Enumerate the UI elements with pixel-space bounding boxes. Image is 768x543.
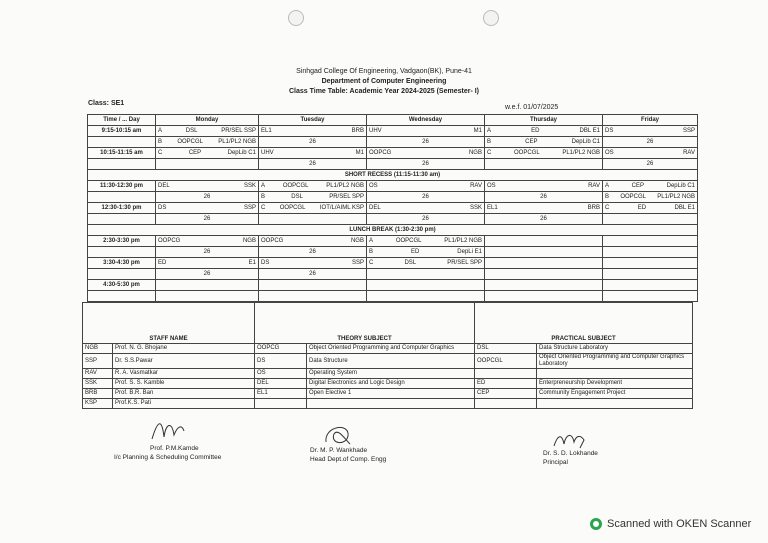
timetable-row <box>88 181 698 192</box>
practical-code: CEP <box>475 389 537 399</box>
subject-label: 26 <box>309 270 316 277</box>
practical-code: ED <box>475 379 537 389</box>
room-staff-label: E1 <box>248 259 256 266</box>
scanner-logo-icon <box>590 518 602 530</box>
room-staff-label: PL1/PL2 NGB <box>326 182 364 189</box>
signatory-left-role: I/c Planning & Scheduling Committee <box>114 454 222 461</box>
timetable-row <box>88 159 698 170</box>
class-label: Class: SE1 <box>88 100 125 107</box>
timetable-cell <box>259 258 367 269</box>
timetable-cell <box>367 214 485 225</box>
timetable-column-header: Time / ... Day <box>88 115 156 126</box>
staff-code: SSP <box>83 354 113 369</box>
practical-subject-header: PRACTICAL SUBJECT <box>475 303 693 344</box>
batch-label: C <box>605 204 610 211</box>
timetable-cell <box>603 214 698 225</box>
signatory-mid-name: Dr. M. P. Wankhade <box>310 447 368 454</box>
subject-label: CEP <box>525 138 538 145</box>
timetable-row <box>88 269 698 280</box>
timetable-cell <box>485 137 603 148</box>
time-slot <box>88 137 156 148</box>
theory-name: Open Elective 1 <box>307 389 475 399</box>
timetable-row <box>88 126 698 137</box>
batch-label: B <box>369 248 374 255</box>
timetable-cell <box>156 192 259 203</box>
staff-name: Prof. S. S. Kamble <box>113 379 255 389</box>
timetable-cell <box>485 181 603 192</box>
subject-label: DSL <box>404 259 417 266</box>
timetable-cell <box>156 258 259 269</box>
timetable-cell <box>485 126 603 137</box>
time-slot: 3:30-4:30 pm <box>88 258 156 269</box>
subject-label: OOPCGL <box>279 204 306 211</box>
subject-label: 26 <box>203 270 211 277</box>
theory-name <box>307 399 475 409</box>
practical-code <box>475 369 537 379</box>
theory-code: EL1 <box>255 389 307 399</box>
room-staff-label: SSK <box>469 204 482 211</box>
room-staff-label: M1 <box>473 127 482 134</box>
room-staff-label: PL1/PL2 NGB <box>562 149 600 156</box>
staff-row <box>83 389 693 399</box>
batch-label: OS <box>605 149 614 156</box>
time-slot <box>88 269 156 280</box>
timetable-cell <box>156 159 259 170</box>
room-staff-label: DepLib C1 <box>571 138 600 145</box>
timetable-cell <box>485 203 603 214</box>
timetable-header-row <box>88 115 698 126</box>
timetable-cell <box>603 269 698 280</box>
subject-label: OOPCGL <box>177 138 203 145</box>
timetable-cell <box>485 258 603 269</box>
staff-row <box>83 344 693 354</box>
timetable-column-header: Thursday <box>485 115 603 126</box>
batch-label: UHV <box>369 127 382 134</box>
timetable-cell <box>603 181 698 192</box>
staff-name: Dr. S.S.Pawar <box>113 354 255 369</box>
timetable-cell <box>259 192 367 203</box>
timetable-cell <box>259 137 367 148</box>
timetable-cell <box>603 291 698 302</box>
subject-label: ED <box>410 248 420 255</box>
staff-row <box>83 354 693 369</box>
room-staff-label: IOT/L/AIML KSP <box>319 204 364 211</box>
timetable-cell <box>259 214 367 225</box>
subject-label: 26 <box>540 193 547 200</box>
staff-code: RAV <box>83 369 113 379</box>
time-slot <box>88 247 156 258</box>
batch-label: A <box>261 182 266 189</box>
timetable-cell <box>259 126 367 137</box>
room-staff-label: BRB <box>351 127 364 134</box>
batch-label: DEL <box>369 204 381 211</box>
timetable-column-header: Wednesday <box>367 115 485 126</box>
batch-label: C <box>158 149 163 156</box>
timetable-cell <box>156 148 259 159</box>
break-row <box>88 225 698 236</box>
subject-label: OOPCGL <box>395 237 422 244</box>
timetable-cell <box>603 159 698 170</box>
room-staff-label: NGB <box>468 149 482 156</box>
room-staff-label: BRB <box>587 204 600 211</box>
batch-label: UHV <box>261 149 274 156</box>
timetable-cell <box>156 236 259 247</box>
batch-label: OOPCG <box>369 149 392 156</box>
practical-code: DSL <box>475 344 537 354</box>
timetable-cell <box>485 291 603 302</box>
subject-label: CEP <box>188 149 202 156</box>
timetable-row <box>88 148 698 159</box>
batch-label: B <box>605 193 610 200</box>
staff-code: KSP <box>83 399 113 409</box>
batch-label: OS <box>369 182 378 189</box>
timetable-cell <box>367 126 485 137</box>
timetable-cell <box>367 148 485 159</box>
timetable-cell <box>156 126 259 137</box>
timetable-cell <box>367 280 485 291</box>
timetable-row <box>88 203 698 214</box>
subject-label: ED <box>637 204 647 211</box>
timetable-row <box>88 280 698 291</box>
subject-label: 26 <box>203 215 211 222</box>
subject-label: 26 <box>203 248 211 255</box>
practical-name: Object Oriented Programming and Computer Graphics Laboratory <box>537 354 693 369</box>
timetable-cell <box>485 247 603 258</box>
subject-label: 26 <box>422 193 429 200</box>
timetable-cell <box>259 236 367 247</box>
practical-code <box>475 399 537 409</box>
theory-name: Data Structure <box>307 354 475 369</box>
timetable-cell <box>603 280 698 291</box>
room-staff-label: SSP <box>682 127 695 134</box>
practical-code: OOPCGL <box>475 354 537 369</box>
time-slot <box>88 214 156 225</box>
staff-row <box>83 399 693 409</box>
timetable-cell <box>603 137 698 148</box>
timetable-cell <box>156 214 259 225</box>
batch-label: C <box>369 259 374 266</box>
timetable <box>87 114 698 302</box>
timetable-cell <box>259 159 367 170</box>
timetable-row <box>88 192 698 203</box>
subject-label: 26 <box>646 138 654 145</box>
timetable-cell <box>603 258 698 269</box>
time-slot <box>88 291 156 302</box>
staff-name-header: STAFF NAME <box>83 303 255 344</box>
theory-code: DS <box>255 354 307 369</box>
timetable-cell <box>485 236 603 247</box>
theory-code: OS <box>255 369 307 379</box>
time-slot: 2:30-3:30 pm <box>88 236 156 247</box>
subject-label: 26 <box>422 138 429 145</box>
break-row <box>88 170 698 181</box>
subject-label: ED <box>531 127 540 134</box>
practical-name: Enterpreneurship Development <box>537 379 693 389</box>
timetable-cell <box>259 291 367 302</box>
timetable-row <box>88 214 698 225</box>
batch-label: A <box>487 127 492 134</box>
batch-label: A <box>158 127 163 134</box>
timetable-column-header: Monday <box>156 115 259 126</box>
room-staff-label: NGB <box>350 237 364 244</box>
staff-code: BRB <box>83 389 113 399</box>
room-staff-label: NGB <box>242 237 256 244</box>
practical-name <box>537 399 693 409</box>
timetable-cell <box>156 269 259 280</box>
timetable-cell <box>156 291 259 302</box>
room-staff-label: RAV <box>470 182 482 189</box>
theory-subject-header: THEORY SUBJECT <box>255 303 475 344</box>
batch-label: DS <box>605 127 614 134</box>
practical-name: Community Engagement Project <box>537 389 693 399</box>
time-slot: 12:30-1:30 pm <box>88 203 156 214</box>
subject-label: DSL <box>185 127 198 134</box>
batch-label: DS <box>158 204 167 211</box>
timetable-cell <box>259 148 367 159</box>
room-staff-label: SSP <box>351 259 364 266</box>
break-label: LUNCH BREAK (1:30-2:30 pm) <box>88 225 698 236</box>
timetable-cell <box>367 258 485 269</box>
subject-label: 26 <box>309 138 316 145</box>
timetable-cell <box>367 247 485 258</box>
subject-label: 26 <box>422 160 429 167</box>
batch-label: OOPCG <box>158 237 181 244</box>
timetable-row <box>88 247 698 258</box>
timetable-row <box>88 291 698 302</box>
timetable-cell <box>259 269 367 280</box>
signatory-right-role: Principal <box>543 459 568 466</box>
timetable-cell <box>367 236 485 247</box>
time-slot: 4:30-5:30 pm <box>88 280 156 291</box>
theory-code <box>255 399 307 409</box>
batch-label: B <box>261 193 266 200</box>
timetable-cell <box>156 137 259 148</box>
timetable-row <box>88 137 698 148</box>
effective-date: w.e.f. 01/07/2025 <box>505 104 559 111</box>
timetable-column-header: Friday <box>603 115 698 126</box>
subject-label: 26 <box>309 248 316 255</box>
room-staff-label: PL1/PL2 NGB <box>657 193 695 200</box>
signatory-mid-role: Head Dept.of Comp. Engg <box>310 456 387 463</box>
time-slot <box>88 192 156 203</box>
timetable-cell <box>603 148 698 159</box>
theory-name: Digital Electronics and Logic Design <box>307 379 475 389</box>
timetable-cell <box>603 126 698 137</box>
timetable-cell <box>367 137 485 148</box>
batch-label: C <box>261 204 266 211</box>
subject-label: 26 <box>309 160 316 167</box>
room-staff-label: PL1/PL2 NGB <box>218 138 256 145</box>
staff-name: Prof. N. G. Bhojane <box>113 344 255 354</box>
room-staff-label: PR/SEL SPP <box>329 193 364 200</box>
timetable-cell <box>367 159 485 170</box>
subject-label: OOPCGL <box>513 149 540 156</box>
theory-code: DEL <box>255 379 307 389</box>
subject-label: 26 <box>646 160 654 167</box>
room-staff-label: DepLib C1 <box>666 182 695 189</box>
batch-label: DS <box>261 259 270 266</box>
room-staff-label: DBL E1 <box>674 204 695 211</box>
batch-label: C <box>487 149 492 156</box>
staff-row <box>83 369 693 379</box>
timetable-column-header: Tuesday <box>259 115 367 126</box>
staff-row <box>83 379 693 389</box>
timetable-cell <box>485 269 603 280</box>
timetable-cell <box>485 159 603 170</box>
timetable-cell <box>603 192 698 203</box>
room-staff-label: PR/SEL SPP <box>447 259 482 266</box>
timetable-cell <box>259 203 367 214</box>
room-staff-label: SSK <box>243 182 256 189</box>
scanner-watermark <box>590 518 751 530</box>
room-staff-label: DBL E1 <box>579 127 600 134</box>
theory-code: OOPCG <box>255 344 307 354</box>
time-slot: 10:15-11:15 am <box>88 148 156 159</box>
timetable-cell <box>367 269 485 280</box>
staff-code: NGB <box>83 344 113 354</box>
break-label: SHORT RECESS (11:15-11:30 am) <box>88 170 698 181</box>
time-slot: 11:30-12:30 pm <box>88 181 156 192</box>
timetable-cell <box>603 247 698 258</box>
timetable-row <box>88 236 698 247</box>
scanner-label: Scanned with OKEN Scanner <box>607 518 752 530</box>
time-slot: 9:15-10:15 am <box>88 126 156 137</box>
timetable-cell <box>156 181 259 192</box>
timetable-cell <box>367 203 485 214</box>
signatory-right-name: Dr. S. D. Lokhande <box>543 450 598 457</box>
timetable-cell <box>603 203 698 214</box>
staff-subject-table <box>82 302 693 409</box>
room-staff-label: M1 <box>355 149 364 156</box>
timetable-cell <box>485 148 603 159</box>
batch-label: DEL <box>158 182 170 189</box>
theory-name: Operating System <box>307 369 475 379</box>
theory-name: Object Oriented Programming and Computer Graphics <box>307 344 475 354</box>
room-staff-label: PL1/PL2 NGB <box>444 237 482 244</box>
timetable-cell <box>259 181 367 192</box>
practical-name <box>537 369 693 379</box>
timetable-cell <box>367 192 485 203</box>
subject-label: 26 <box>540 215 547 222</box>
room-staff-label: SSP <box>243 204 256 211</box>
room-staff-label: DepLib C1 <box>227 149 256 156</box>
timetable-row <box>88 258 698 269</box>
staff-code: SSK <box>83 379 113 389</box>
punch-hole-icon <box>288 10 304 26</box>
subject-label: CEP <box>631 182 644 189</box>
timetable-cell <box>156 280 259 291</box>
college-name: Sinhgad College Of Engineering, Vadgaon(BK), Pune-41 <box>296 68 472 75</box>
timetable-cell <box>259 247 367 258</box>
timetable-cell <box>485 214 603 225</box>
department-name: Department of Computer Engineering <box>321 78 447 85</box>
signatory-left-name: Prof. P.M.Kamde <box>150 445 199 452</box>
staff-name: Prof.K.S. Pati <box>113 399 255 409</box>
timetable-cell <box>259 280 367 291</box>
batch-label: ED <box>158 259 167 266</box>
subject-label: OOPCGL <box>282 182 309 189</box>
staff-name: Prof. B.R. Ban <box>113 389 255 399</box>
batch-label: OOPCG <box>261 237 284 244</box>
staff-name: R. A. Vasmatkar <box>113 369 255 379</box>
signature-icon <box>148 415 188 445</box>
subject-label: DSL <box>291 193 303 200</box>
batch-label: OS <box>487 182 496 189</box>
room-staff-label: RAV <box>588 182 600 189</box>
time-slot <box>88 159 156 170</box>
timetable-cell <box>156 203 259 214</box>
batch-label: B <box>487 138 492 145</box>
timetable-cell <box>485 280 603 291</box>
batch-label: A <box>369 237 374 244</box>
batch-label: EL1 <box>487 204 498 211</box>
practical-name: Data Structure Laboratory <box>537 344 693 354</box>
batch-label: A <box>605 182 610 189</box>
room-staff-label: PR/SEL SSP <box>221 127 256 134</box>
subject-label: OOPCGL <box>620 193 646 200</box>
batch-label: EL1 <box>261 127 272 134</box>
subject-label: 26 <box>203 193 211 200</box>
room-staff-label: RAV <box>683 149 695 156</box>
timetable-cell <box>367 181 485 192</box>
timetable-title: Class Time Table: Academic Year 2024-2025 (Semester- I) <box>288 88 479 95</box>
timetable-cell <box>367 291 485 302</box>
room-staff-label: DepLi E1 <box>457 248 482 255</box>
timetable-cell <box>603 236 698 247</box>
timetable-cell <box>485 192 603 203</box>
subject-label: 26 <box>422 215 429 222</box>
timetable-cell <box>156 247 259 258</box>
batch-label: B <box>158 138 163 145</box>
punch-hole-icon <box>483 10 499 26</box>
